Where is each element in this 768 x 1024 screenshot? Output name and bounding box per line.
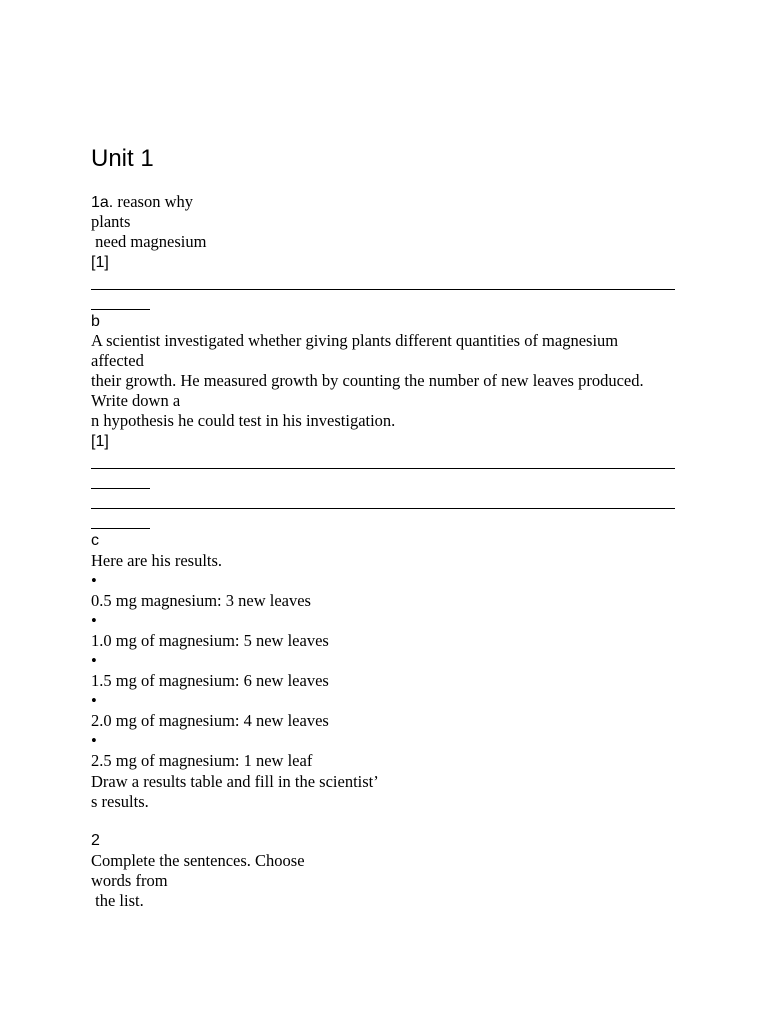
q1b-answer-line-1-cont[interactable] bbox=[91, 488, 150, 489]
result-item: 2.5 mg of magnesium: 1 new leaf bbox=[91, 751, 313, 770]
q1b-text-4: Write down a bbox=[91, 391, 181, 410]
q1b-text-1: A scientist investigated whether giving plants different quantities of magnesium bbox=[91, 331, 619, 350]
page-title: Unit 1 bbox=[91, 145, 154, 172]
q1c-instruction-2: s results. bbox=[91, 792, 149, 811]
bullet-icon: • bbox=[91, 611, 97, 630]
bullet-icon: • bbox=[91, 571, 97, 590]
q1b-text-2: affected bbox=[91, 351, 144, 370]
bullet-icon: • bbox=[91, 651, 97, 670]
q1b-text-3: their growth. He measured growth by counting the number of new leaves produced. bbox=[91, 371, 644, 390]
q1a-text-1: reason why bbox=[117, 192, 193, 211]
q2-number: 2 bbox=[91, 832, 100, 849]
q1a-text-2: plants bbox=[91, 212, 131, 231]
result-item: 2.0 mg of magnesium: 4 new leaves bbox=[91, 711, 329, 730]
q1b-letter: b bbox=[91, 313, 100, 330]
q1a-answer-line-cont[interactable] bbox=[91, 309, 150, 310]
q1c-letter: c bbox=[91, 532, 99, 549]
result-item: 1.5 mg of magnesium: 6 new leaves bbox=[91, 671, 329, 690]
q1a-answer-line[interactable] bbox=[91, 289, 675, 290]
q1b-answer-line-1[interactable] bbox=[91, 468, 675, 469]
q1c-intro: Here are his results. bbox=[91, 551, 223, 570]
q1b-answer-line-2-cont[interactable] bbox=[91, 528, 150, 529]
result-item: 0.5 mg magnesium: 3 new leaves bbox=[91, 591, 311, 610]
q1a-line-1 bbox=[91, 192, 193, 213]
q1b-text-5: n hypothesis he could test in his investigation. bbox=[91, 411, 396, 430]
q1a-marks: [1] bbox=[91, 254, 109, 271]
q1a-text-3: need magnesium bbox=[91, 232, 207, 251]
q1c-instruction-1: Draw a results table and fill in the scientist’ bbox=[91, 772, 379, 791]
bullet-icon: • bbox=[91, 691, 97, 710]
q1b-marks: [1] bbox=[91, 433, 109, 450]
q2-text-3: the list. bbox=[91, 891, 144, 910]
q1b-answer-line-2[interactable] bbox=[91, 508, 675, 509]
q1a-number: 1a. bbox=[91, 194, 114, 211]
q2-text-2: words from bbox=[91, 871, 168, 890]
result-item: 1.0 mg of magnesium: 5 new leaves bbox=[91, 631, 329, 650]
q2-text-1: Complete the sentences. Choose bbox=[91, 851, 305, 870]
bullet-icon: • bbox=[91, 731, 97, 750]
